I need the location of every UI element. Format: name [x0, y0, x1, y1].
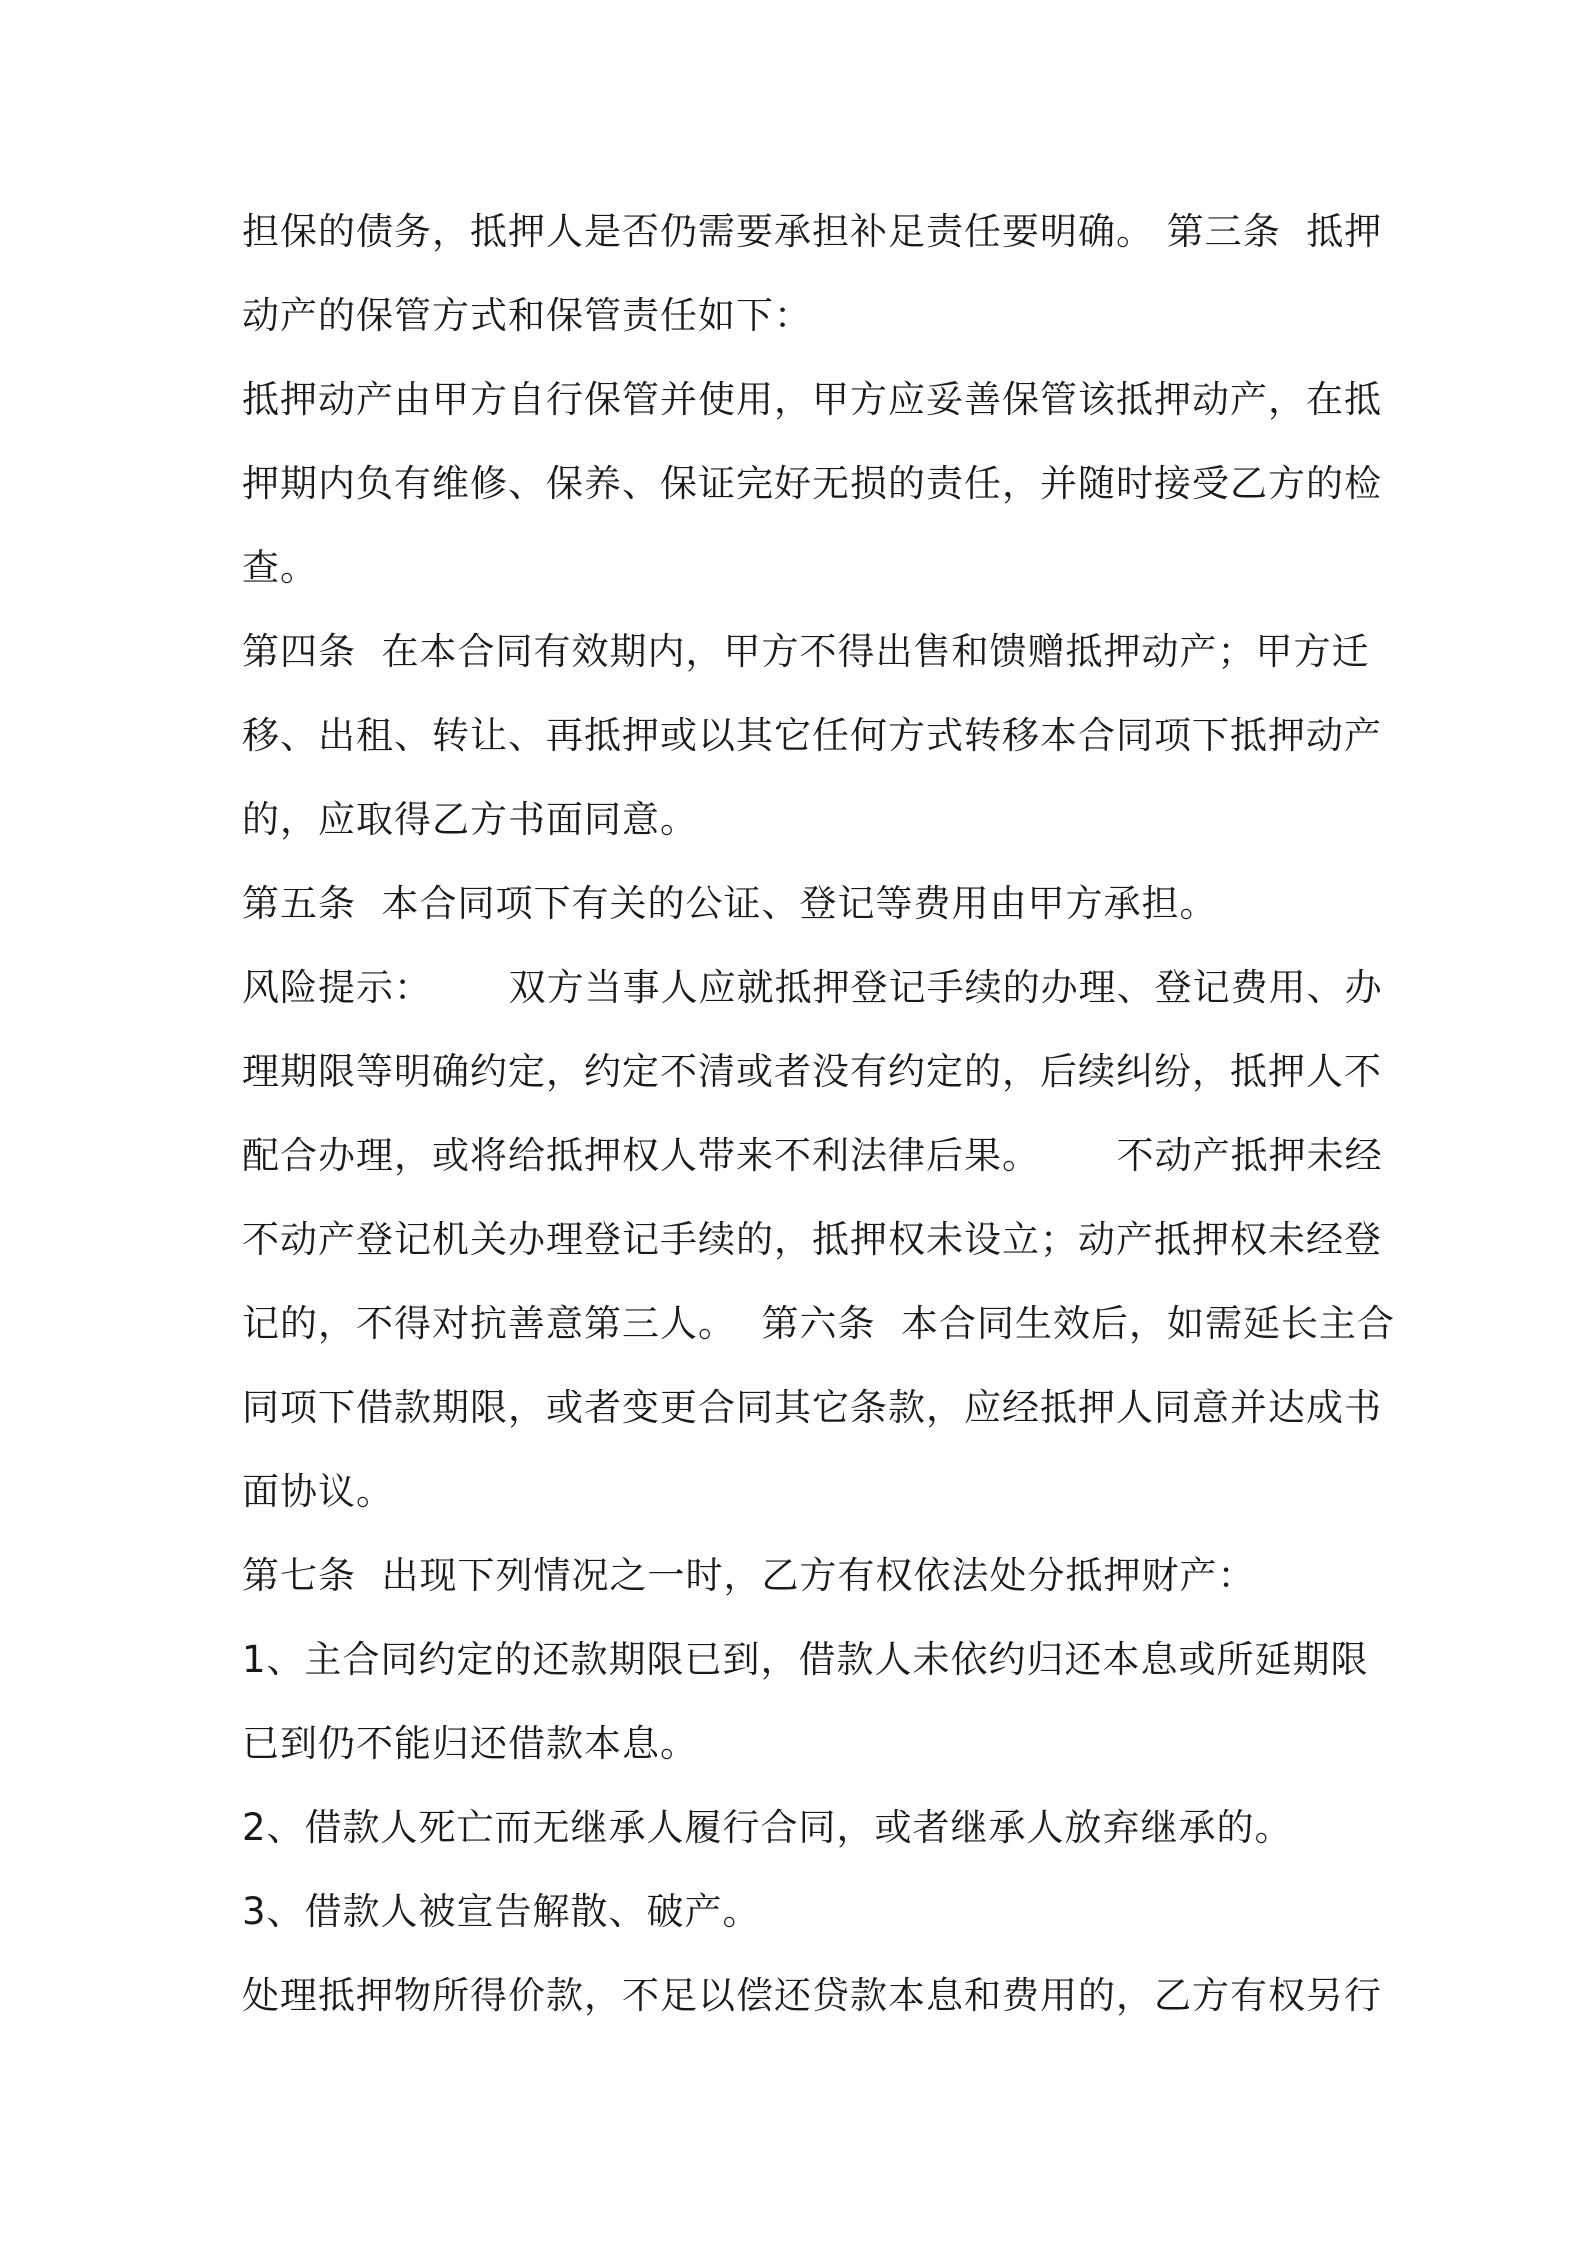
text-line: 第五条 本合同项下有关的公证、登记等费用由甲方承担。	[242, 882, 1218, 925]
text-line: 查。	[242, 546, 318, 589]
text-line: 记的，不得对抗善意第三人。 第六条 本合同生效后，如需延长主合	[242, 1302, 1396, 1345]
text-line: 1、主合同约定的还款期限已到，借款人未依约归还本息或所延期限	[242, 1638, 1369, 1681]
text-line: 已到仍不能归还借款本息。	[242, 1722, 698, 1765]
text-line: 3、借款人被宣告解散、破产。	[242, 1890, 761, 1933]
text-line: 抵押动产由甲方自行保管并使用，甲方应妥善保管该抵押动产，在抵	[242, 378, 1382, 421]
text-line: 理期限等明确约定，约定不清或者没有约定的，后续纠纷，抵押人不	[242, 1050, 1382, 1093]
text-line: 动产的保管方式和保管责任如下：	[242, 294, 812, 337]
text-line: 移、出租、转让、再抵押或以其它任何方式转移本合同项下抵押动产	[242, 714, 1382, 757]
text-line: 不动产登记机关办理登记手续的，抵押权未设立；动产抵押权未经登	[242, 1218, 1382, 1261]
text-line: 面协议。	[242, 1470, 394, 1513]
contract-text-body	[242, 190, 1396, 2038]
text-line: 押期内负有维修、保养、保证完好无损的责任，并随时接受乙方的检	[242, 462, 1382, 505]
text-line: 配合办理，或将给抵押权人带来不利法律后果。 不动产抵押未经	[242, 1134, 1383, 1177]
text-line: 2、借款人死亡而无继承人履行合同，或者继承人放弃继承的。	[242, 1806, 1293, 1849]
text-line: 的，应取得乙方书面同意。	[242, 798, 698, 841]
text-line: 担保的债务，抵押人是否仍需要承担补足责任要明确。 第三条 抵押	[242, 210, 1383, 253]
text-line: 同项下借款期限，或者变更合同其它条款，应经抵押人同意并达成书	[242, 1386, 1382, 1429]
text-line: 风险提示： 双方当事人应就抵押登记手续的办理、登记费用、办	[242, 966, 1383, 1009]
text-line: 第四条 在本合同有效期内，甲方不得出售和馈赠抵押动产；甲方迁	[242, 630, 1370, 673]
text-line: 处理抵押物所得价款，不足以偿还贷款本息和费用的，乙方有权另行	[242, 1974, 1382, 2017]
text-line: 第七条 出现下列情况之一时，乙方有权依法处分抵押财产：	[242, 1554, 1256, 1597]
